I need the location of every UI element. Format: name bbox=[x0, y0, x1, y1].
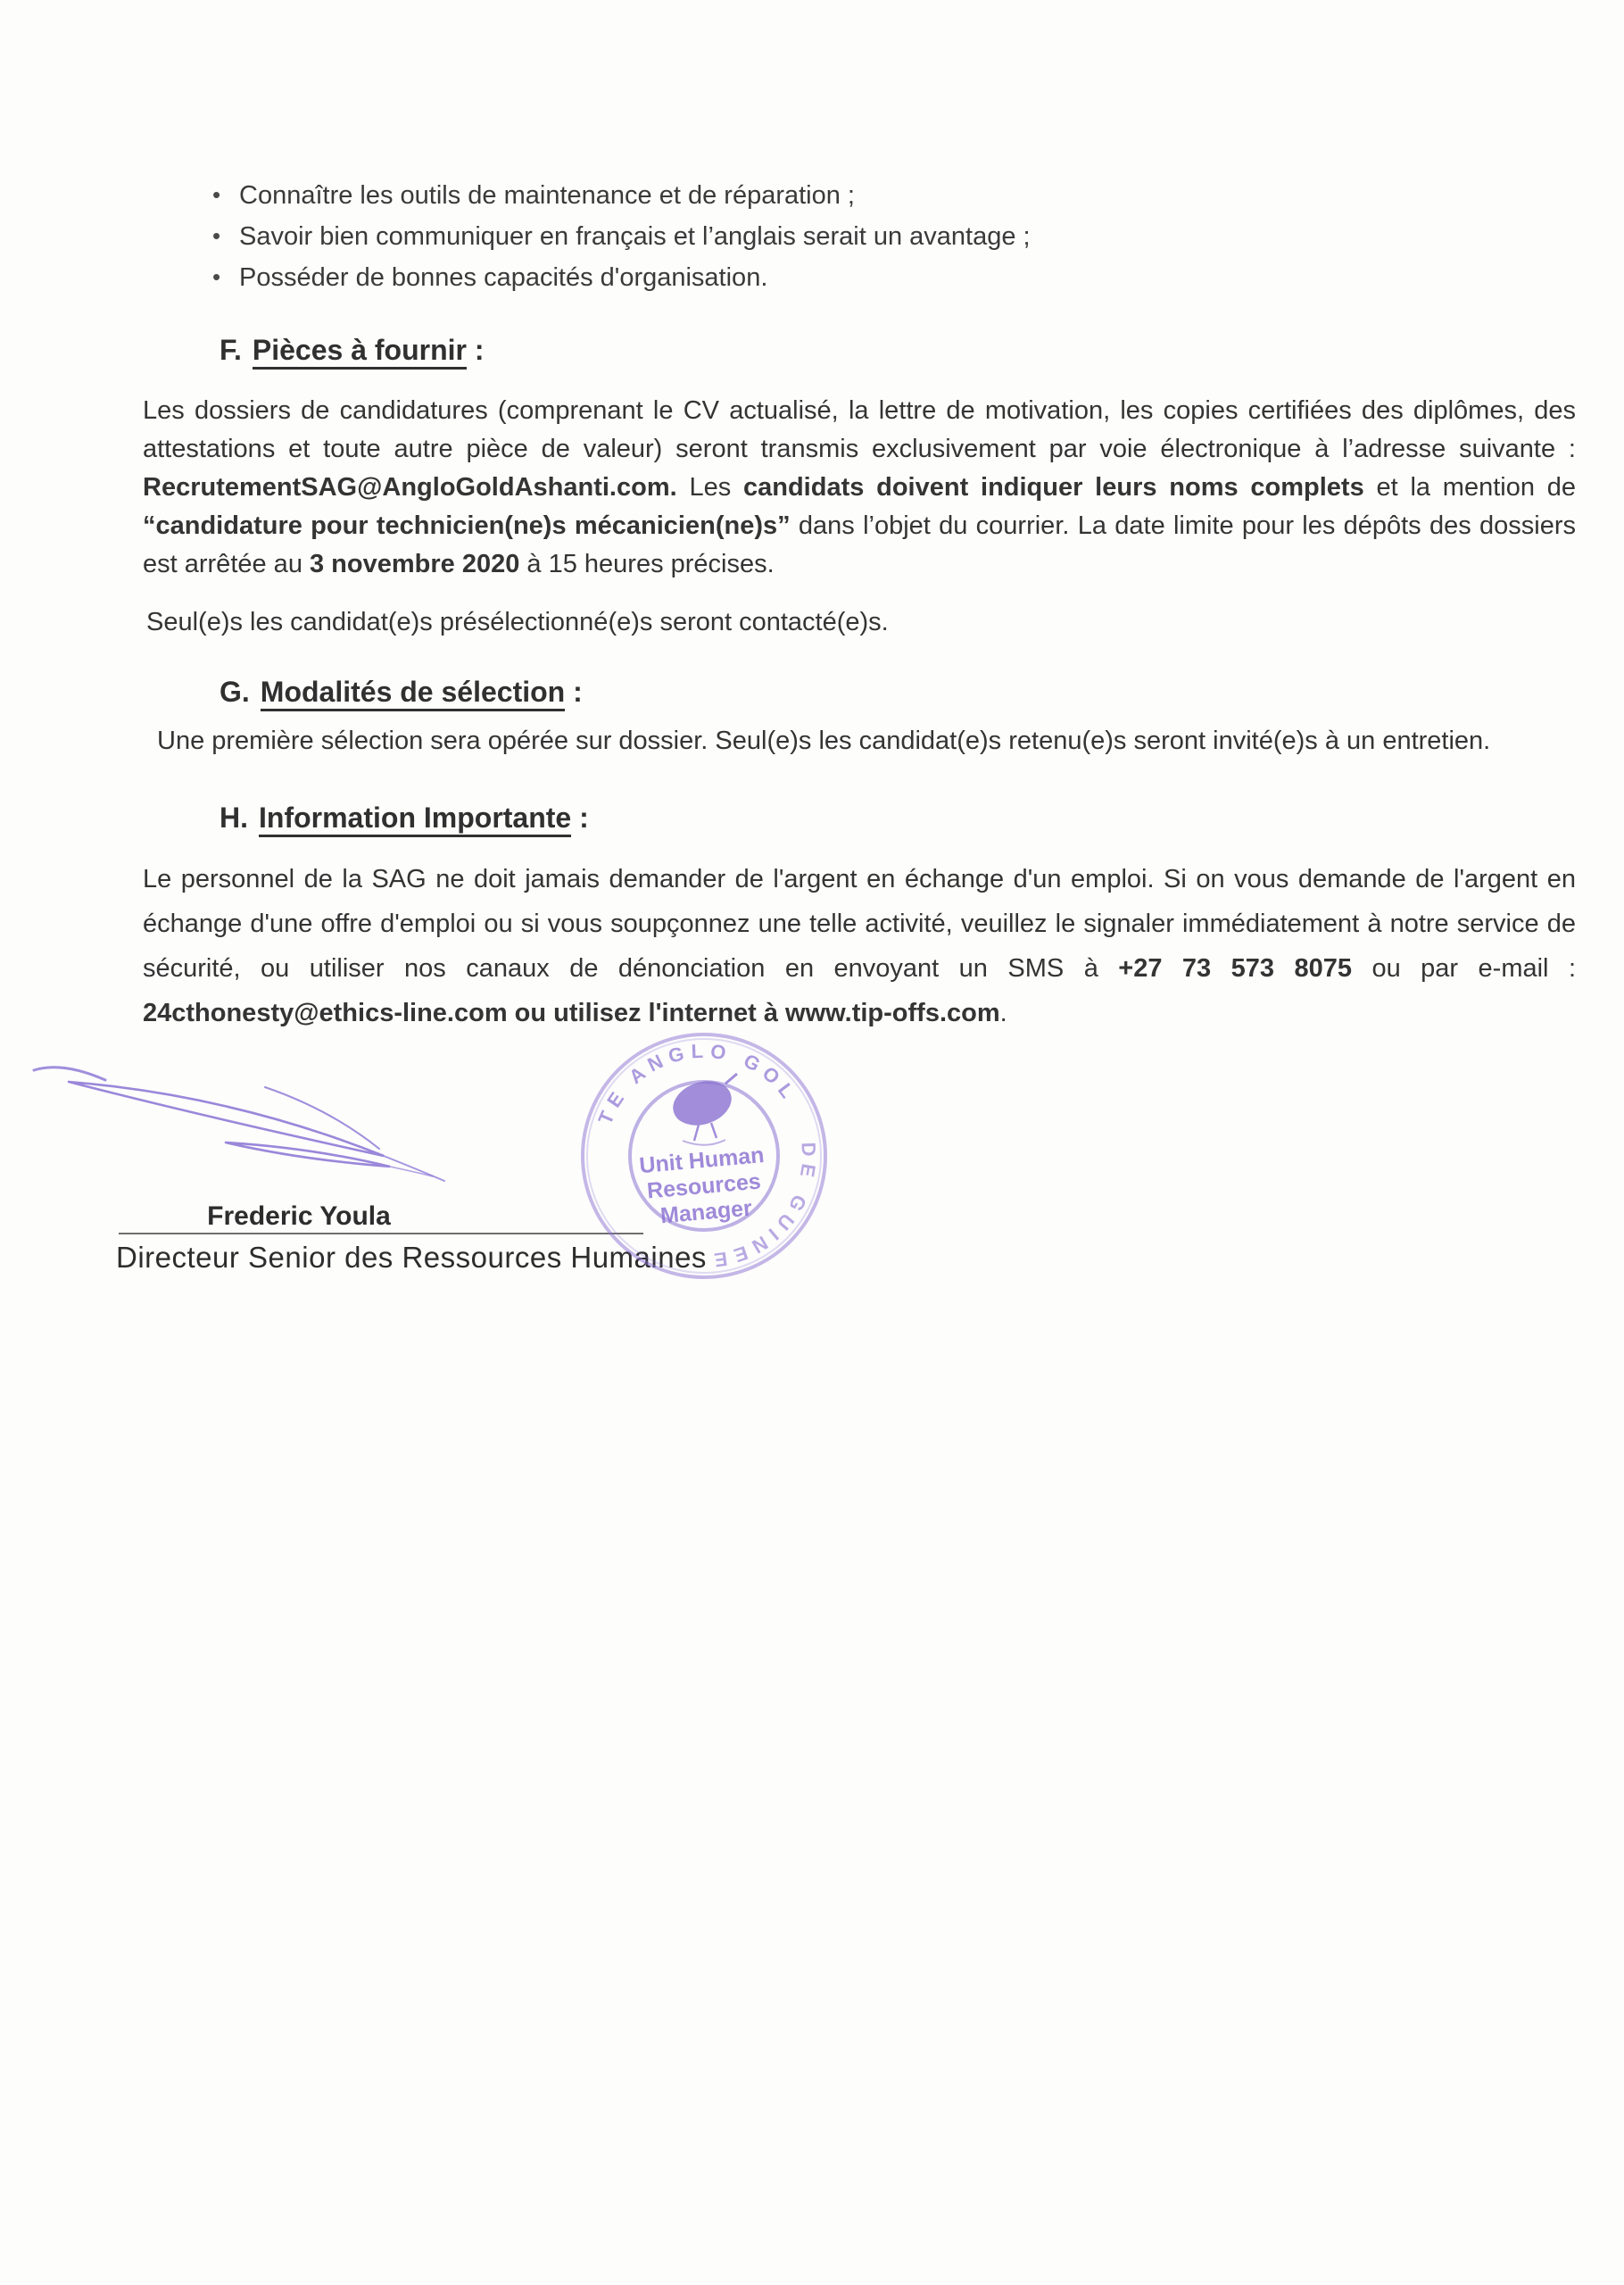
paragraph-information-importante: Le personnel de la SAG ne doit jamais demander de l'argent en échange d'un emploi. Si on vous demande de l'argent en échange d'une offre d'emploi ou si vous soupçonnez une telle activité, veuillez le signaler immédiatement à notre service de sécurité, ou utiliser nos canaux de dénonciation en envoyant un SMS à +27 73 573 8075 ou par e-mail : 24cthonesty@ethics-line.com ou utilisez l'internet à www.tip-offs.com. bbox=[143, 865, 1576, 1027]
preselection-note: Seul(e)s les candidat(e)s présélectionné(e)s seront contacté(e)s. bbox=[146, 608, 889, 636]
bullet-text: Savoir bien communiquer en français et l’anglais serait un avantage ; bbox=[239, 222, 1031, 251]
section-letter: G. bbox=[220, 676, 250, 708]
paragraph-modalites-selection: Une première sélection sera opérée sur dossier. Seul(e)s les candidat(e)s retenu(e)s seront invité(e)s à un entretien. bbox=[157, 727, 1491, 755]
section-colon: : bbox=[571, 802, 589, 834]
section-title: Information Importante bbox=[259, 802, 571, 837]
bullet-item bbox=[212, 216, 1576, 257]
section-heading-g bbox=[220, 674, 1576, 710]
section-letter: H. bbox=[220, 802, 248, 834]
section-title: Pièces à fournir bbox=[253, 334, 467, 370]
company-stamp bbox=[576, 1025, 836, 1285]
stamp-arc-text-top: TE ANGLO GOL bbox=[593, 1039, 803, 1128]
bullet-dot-icon: • bbox=[212, 181, 221, 208]
bullet-item bbox=[212, 257, 1576, 298]
section-colon: : bbox=[565, 676, 583, 708]
bullet-item bbox=[212, 175, 1576, 216]
bullet-list bbox=[212, 175, 1576, 298]
stamp-arc-text-right: DE GUINEE bbox=[707, 1142, 821, 1273]
section-heading-h bbox=[220, 800, 1576, 835]
stamp-center-line-1: Unit Human bbox=[638, 1142, 766, 1179]
section-heading-f bbox=[220, 332, 1576, 368]
bullet-text: Connaître les outils de maintenance et de réparation ; bbox=[239, 181, 855, 210]
bullet-text: Posséder de bonnes capacités d'organisation. bbox=[239, 263, 768, 292]
bullet-dot-icon: • bbox=[212, 222, 221, 249]
section-letter: F. bbox=[220, 334, 242, 366]
section-colon: : bbox=[466, 334, 485, 366]
signatory-name: Frederic Youla bbox=[207, 1201, 391, 1231]
stamp-center-line-2: Resources bbox=[646, 1168, 762, 1204]
paragraph-pieces-a-fournir: Les dossiers de candidatures (comprenant le CV actualisé, la lettre de motivation, les copies certifiées des diplômes, des attestations et toute autre pièce de valeur) seront transmis exclusivement par voie électronique à l’adresse suivante : RecrutementSAG@AngloGoldAshanti.com. Les candidats doivent indiquer leurs noms complets et la mention de “candidature pour technicien(ne)s mécanicien(ne)s” dans l’objet du courrier. La date limite pour les dépôts des dossiers est arrêtée au 3 novembre 2020 à 15 heures précises. bbox=[143, 396, 1576, 578]
signature-line bbox=[119, 1233, 643, 1234]
bullet-dot-icon: • bbox=[212, 263, 221, 290]
handwritten-signature-flourish bbox=[18, 1058, 464, 1201]
signatory-title: Directeur Senior des Ressources Humaines bbox=[116, 1241, 707, 1274]
document-body bbox=[143, 175, 1576, 1035]
section-title: Modalités de sélection bbox=[261, 676, 565, 711]
stamp-center-line-3: Manager bbox=[659, 1195, 753, 1229]
